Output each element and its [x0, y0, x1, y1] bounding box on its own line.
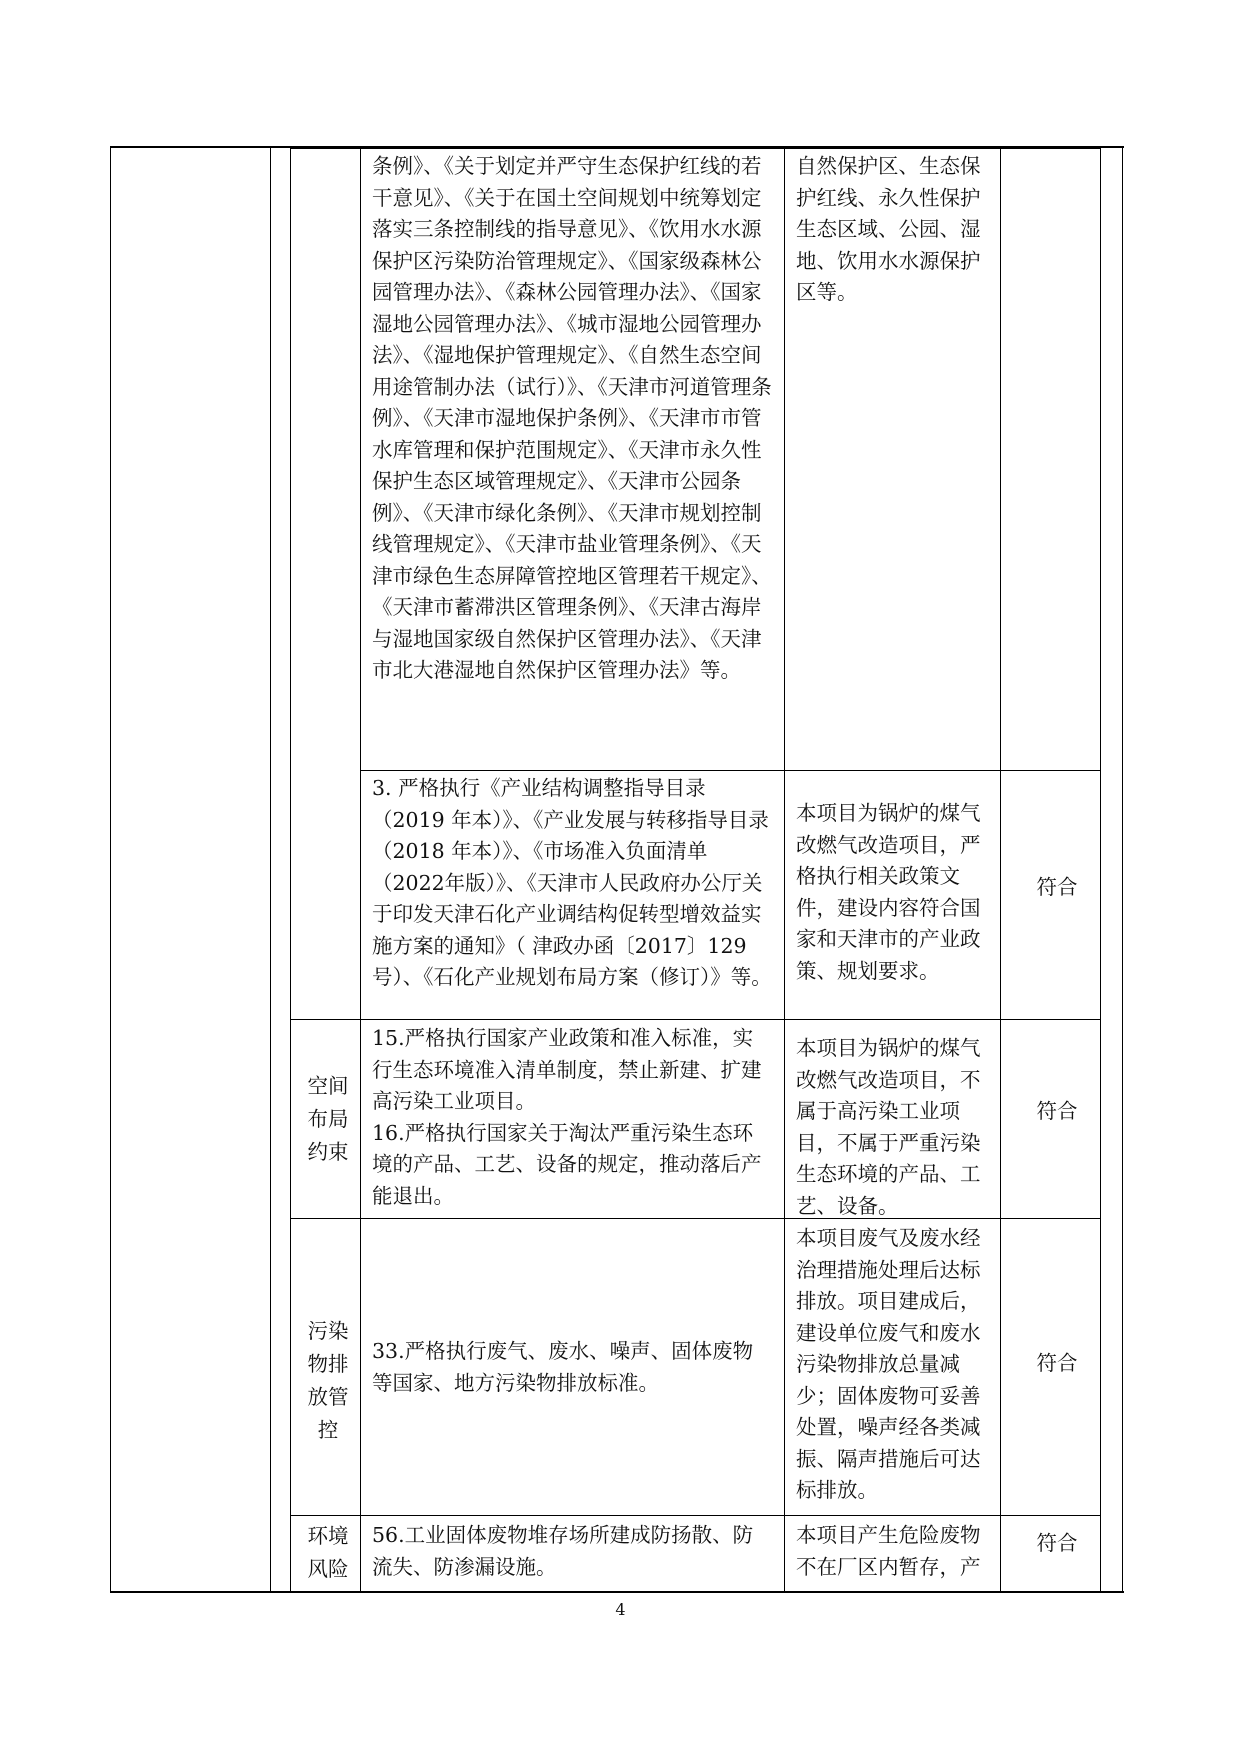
- table-cell-result: [1008, 1528, 1106, 1560]
- category-text: 污染物排放管控: [307, 1319, 349, 1442]
- table-cell-requirement: [372, 773, 772, 994]
- table-cell-result: [1008, 1348, 1106, 1380]
- requirement-text: 3. 严格执行《产业结构调整指导目录（2019 年本）》、《产业发展与转移指导目录（2018 年本）》、《市场准入负面清单（2022年版）》、《天津市人民政府办公厅关于印发天津石化产业调结构促转型增效益实施方案的通知》（ 津政办函〔2017〕129 号）、《石化产业规划布局方案（修订）》等。: [372, 776, 772, 989]
- category-text: 环境风险: [307, 1524, 349, 1581]
- requirement-text: 33.严格执行废气、废水、噪声、固体废物等国家、地方污染物排放标准。: [372, 1339, 754, 1395]
- table-cell-analysis: [796, 1033, 996, 1222]
- analysis-text: 本项目废气及废水经治理措施处理后达标排放。项目建成后，建设单位废气和废水污染物排放总量减少；固体废物可妥善处置，噪声经各类减振、隔声措施后可达标排放。: [796, 1226, 981, 1502]
- requirement-item: 16.严格执行国家关于淘汰严重污染生态环境的产品、工艺、设备的规定，推动落后产能退出。: [372, 1120, 762, 1208]
- analysis-text: 本项目产生危险废物不在厂区内暂存，产: [796, 1523, 981, 1579]
- table-cell-result: [1008, 1096, 1106, 1128]
- table-cell-requirement: [372, 1520, 772, 1583]
- table-cell-analysis: [796, 798, 996, 987]
- analysis-text: 自然保护区、生态保护红线、永久性保护生态区域、公园、湿地、饮用水水源保护区等。: [796, 154, 981, 304]
- page-number: 4: [615, 1600, 626, 1619]
- requirement-text: 条例》、《关于划定并严守生态保护红线的若干意见》、《关于在国土空间规划中统筹划定落实三条控制线的指导意见》、《饮用水水源保护区污染防治管理规定》、《国家级森林公园管理办法》、《森林公园管理办法》、《国家湿地公园管理办法》、《城市湿地公园管理办法》、《湿地保护管理规定》、《自然生态空间用途管制办法（试行）》、《天津市河道管理条例》、《天津市湿地保护条例》、《天津市市管水库管理和保护范围规定》、《天津市永久性保护生态区域管理规定》、《天津市公园条例》、《天津市绿化条例》、《天津市规划控制线管理规定》、《天津市盐业管理条例》、《天津市绿色生态屏障管控地区管理若干规定》、《天津市蓄滞洪区管理条例》、《天津古海岸与湿地国家级自然保护区管理办法》、《天津市北大港湿地自然保护区管理办法》等。: [372, 154, 772, 682]
- table-cell-analysis: [796, 151, 996, 309]
- table-cell-category: [298, 1315, 358, 1447]
- table-cell-requirement: [372, 1023, 772, 1212]
- table-cell-category: [298, 1520, 358, 1586]
- result-text: 符合: [1036, 1531, 1078, 1555]
- table-cell-category: [298, 1070, 358, 1169]
- requirement-text: 56.工业固体废物堆存场所建成防扬散、防流失、防渗漏设施。: [372, 1523, 754, 1579]
- category-text: 空间布局约束: [307, 1074, 349, 1164]
- result-text: 符合: [1036, 875, 1078, 899]
- requirement-item: 15.严格执行国家产业政策和准入标准，实行生态环境准入清单制度，禁止新建、扩建高污染工业项目。: [372, 1026, 762, 1113]
- result-text: 符合: [1036, 1351, 1078, 1375]
- table-cell-result: [1008, 872, 1106, 904]
- result-text: 符合: [1036, 1099, 1078, 1123]
- analysis-text: 本项目为锅炉的煤气改燃气改造项目，不属于高污染工业项目，不属于严重污染生态环境的产品、工艺、设备。: [796, 1036, 981, 1218]
- table-cell-requirement: [372, 1336, 772, 1399]
- table-cell-analysis: [796, 1520, 996, 1588]
- table-cell-requirement: [372, 151, 772, 767]
- table-cell-analysis: [796, 1223, 996, 1507]
- analysis-text: 本项目为锅炉的煤气改燃气改造项目，严格执行相关政策文件，建设内容符合国家和天津市的产业政策、规划要求。: [796, 801, 981, 983]
